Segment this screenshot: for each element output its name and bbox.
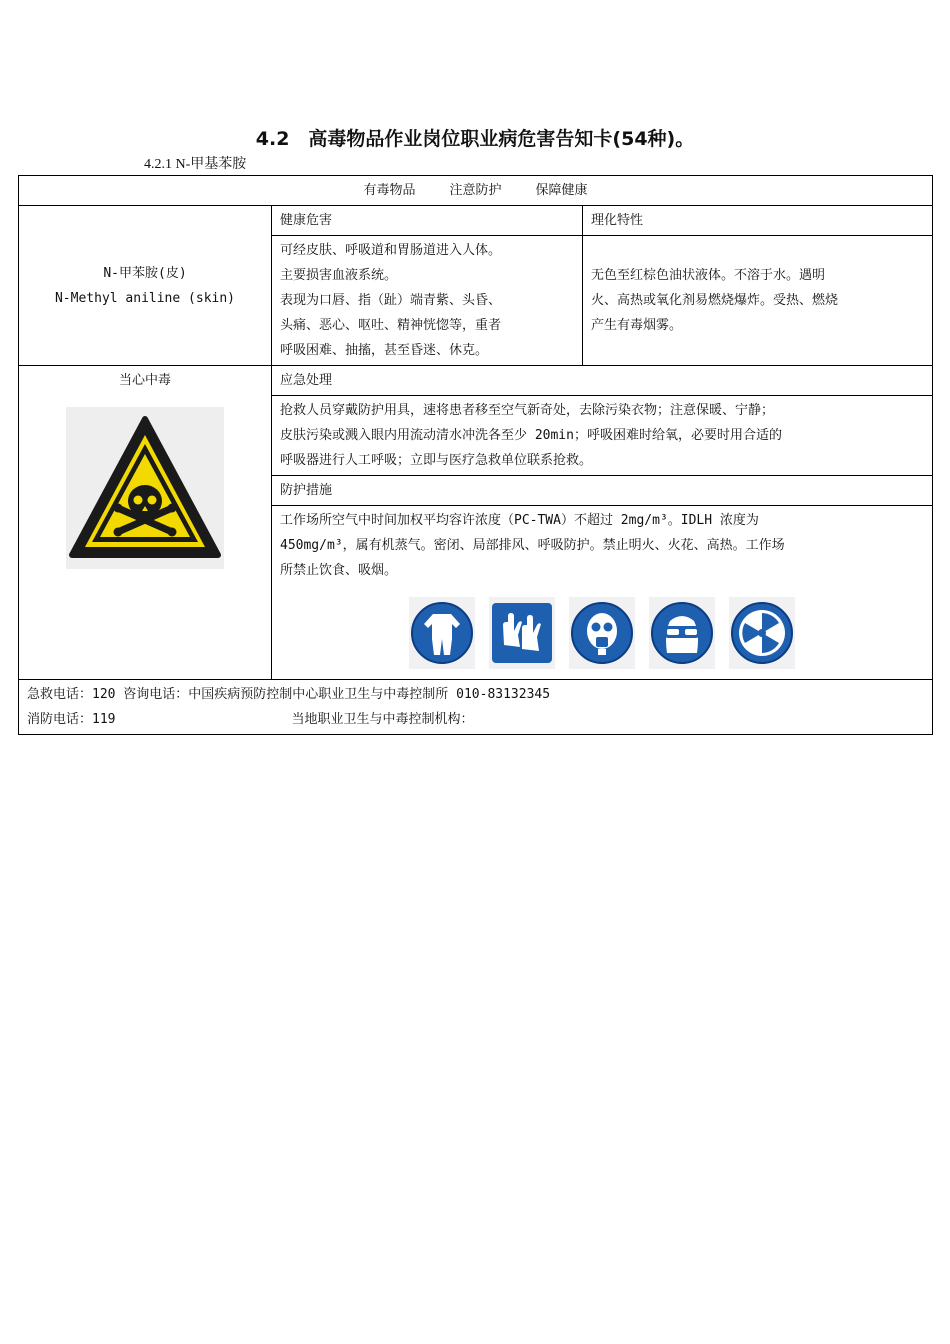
chemical-name-cn: N-甲苯胺(皮) <box>103 265 187 281</box>
chemical-name-en: N-Methyl aniline (skin) <box>54 290 235 306</box>
motto-toxic: 有毒物品 <box>363 183 416 198</box>
physchem-line: 无色至红棕色油状液体。不溶于水。遇明 <box>591 268 826 283</box>
motto-row <box>19 176 933 206</box>
toxic-warning-sign-icon <box>68 413 222 563</box>
emergency-line: 皮肤污染或溅入眼内用流动清水冲洗各至少 20min；呼吸困难时给氧，必要时用合适的 <box>280 428 782 443</box>
health-line: 头痛、恶心、呕吐、精神恍惚等，重者 <box>280 318 502 333</box>
physchem-line: 产生有毒烟雾。 <box>591 318 683 333</box>
health-hazard-header: 健康危害 <box>272 206 583 236</box>
warning-cell <box>19 366 272 680</box>
section-subtitle: 4.2.1 N-甲基苯胺 <box>144 157 247 172</box>
warning-label: 当心中毒 <box>118 373 171 388</box>
health-hazard-content <box>272 236 583 366</box>
safety-goggles-icon <box>650 601 714 665</box>
physchem-content <box>583 236 933 366</box>
protection-line: 工作场所空气中时间加权平均容许浓度（PC-TWA）不超过 2mg/m³。IDLH 浓度为 <box>280 513 759 528</box>
footer-cell <box>19 680 933 735</box>
ventilation-fan-icon <box>730 601 794 665</box>
emergency-line: 抢救人员穿戴防护用具，速将患者移至空气新奇处，去除污染衣物；注意保暖、宁静； <box>280 403 775 418</box>
physchem-line: 火、高热或氧化剂易燃烧爆炸。受热、燃烧 <box>591 293 839 308</box>
protection-line: 所禁止饮食、吸烟。 <box>280 563 398 578</box>
protection-header: 防护措施 <box>272 476 933 506</box>
protection-icons <box>280 597 924 669</box>
motto-protect: 注意防护 <box>449 183 502 198</box>
motto-health: 保障健康 <box>535 183 588 198</box>
page-title: 4.2 高毒物品作业岗位职业病危害告知卡(54种)。 <box>255 128 695 150</box>
physchem-header: 理化特性 <box>583 206 933 236</box>
protective-gloves-icon <box>490 601 554 665</box>
emergency-header: 应急处理 <box>272 366 933 396</box>
emergency-phone-line: 急救电话：120 咨询电话：中国疾病预防控制中心职业卫生与中毒控制所 010-83132345 <box>27 687 551 702</box>
hazard-card <box>18 175 933 735</box>
emergency-content <box>272 396 933 476</box>
local-agency: 当地职业卫生与中毒控制机构： <box>291 712 474 727</box>
emergency-line: 呼吸器进行人工呼吸；立即与医疗急救单位联系抢救。 <box>280 453 593 468</box>
health-line: 可经皮肤、呼吸道和胃肠道进入人体。 <box>280 243 502 258</box>
protection-line: 450mg/m³，属有机蒸气。密闭、局部排风、呼吸防护。禁止明火、火花、高热。工作场 <box>280 538 785 553</box>
health-line: 呼吸困难、抽搐，甚至昏迷、休克。 <box>280 343 489 358</box>
health-line: 主要损害血液系统。 <box>280 268 398 283</box>
protection-content <box>272 506 933 680</box>
gas-mask-icon <box>570 601 634 665</box>
health-line: 表现为口唇、指（趾）端青紫、头昏、 <box>280 293 502 308</box>
chemical-name-cell <box>19 206 272 366</box>
fire-phone: 消防电话：119 <box>27 712 116 727</box>
protective-suit-icon <box>410 601 474 665</box>
